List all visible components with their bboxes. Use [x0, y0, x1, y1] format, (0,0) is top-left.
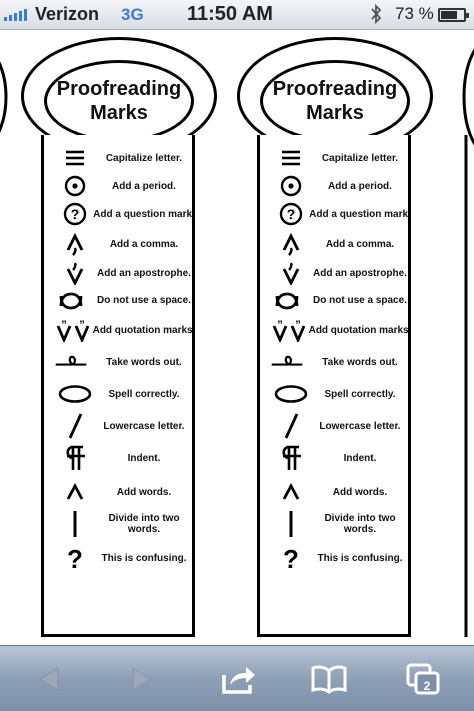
- proofreading-mark-label: Do not use a space.: [313, 294, 407, 306]
- proofreading-mark-label: Add an apostrophe.: [97, 267, 191, 279]
- svg-text:?: ?: [70, 206, 80, 222]
- proofreading-mark-label: Lowercase letter.: [319, 420, 401, 432]
- proofreading-mark-label: Capitalize letter.: [321, 152, 399, 164]
- proofreading-mark-label: This is confusing.: [317, 552, 403, 564]
- bookmark-header-inner-oval: [260, 60, 410, 142]
- proofreading-mark-row: [260, 258, 414, 288]
- proofreading-mark-label: Take words out.: [322, 356, 398, 368]
- proofreading-mark-label: Do not use a space.: [97, 294, 191, 306]
- bookmark-body: [257, 135, 411, 637]
- web-content[interactable]: [0, 31, 474, 645]
- proofreading-mark-row: [44, 199, 198, 229]
- caret-apostrophe-icon: [274, 258, 308, 288]
- proofreading-mark-row: [44, 258, 198, 288]
- proofreading-mark-label: Spell correctly.: [324, 388, 396, 400]
- proofreading-mark-label: This is confusing.: [101, 552, 187, 564]
- bookmark-title-line2: Marks: [90, 102, 148, 124]
- proofreading-mark-label: Divide into two words.: [108, 513, 180, 535]
- partial-bookmark-left: [0, 31, 10, 645]
- bookmark-title-line2: Marks: [306, 102, 364, 124]
- proofreading-mark-label: Add words.: [332, 486, 388, 498]
- proofreading-mark-label: Divide into two words.: [324, 513, 396, 535]
- proofreading-mark-label: Add quotation marks.: [92, 324, 196, 336]
- proofreading-mark-row: [44, 543, 198, 573]
- caret-icon: [274, 477, 308, 507]
- proofreading-mark-row: [44, 315, 198, 345]
- proofreading-mark-label: Take words out.: [106, 356, 182, 368]
- circled-dot-icon: [274, 171, 308, 201]
- proofreading-mark-row: [44, 379, 198, 409]
- triple-underline-icon: [274, 143, 308, 173]
- svg-text:”: ”: [277, 319, 283, 331]
- proofreading-bookmark: [21, 31, 217, 645]
- proofreading-bookmark: [237, 31, 433, 645]
- quote-carets-icon: [272, 315, 306, 345]
- proofreading-mark-row: [260, 143, 414, 173]
- bookmark-title-line1: Proofreading: [272, 78, 398, 100]
- quote-carets-icon: [56, 315, 90, 345]
- carrier-name: Verizon: [35, 4, 100, 24]
- proofreading-mark-label: Lowercase letter.: [103, 420, 185, 432]
- circled-question-icon: [274, 199, 308, 229]
- paragraph-icon: [58, 443, 92, 473]
- proofreading-mark-label: Add quotation marks.: [308, 324, 412, 336]
- caret-comma-icon: [274, 229, 308, 259]
- vertical-line-icon: [274, 509, 308, 539]
- share-button[interactable]: [216, 660, 262, 698]
- proofreading-mark-label: Add a comma.: [109, 238, 179, 250]
- svg-text:?: ?: [67, 545, 83, 571]
- proofreading-mark-label: Indent.: [343, 452, 377, 464]
- proofreading-mark-row: [44, 509, 198, 539]
- delete-loop-icon: [270, 347, 304, 377]
- proofreading-mark-row: [260, 347, 414, 377]
- close-up-icon: [270, 285, 304, 315]
- question-icon: [58, 543, 92, 573]
- caret-comma-icon: [58, 229, 92, 259]
- slash-icon: [58, 411, 92, 441]
- proofreading-mark-row: [260, 443, 414, 473]
- paragraph-icon: [274, 443, 308, 473]
- svg-text:”: ”: [61, 319, 67, 331]
- back-button[interactable]: [26, 660, 72, 698]
- proofreading-mark-row: [260, 199, 414, 229]
- proofreading-mark-row: [44, 347, 198, 377]
- question-icon: [274, 543, 308, 573]
- battery-fill: [441, 11, 457, 19]
- network-type: 3G: [121, 5, 144, 24]
- proofreading-mark-row: [260, 379, 414, 409]
- bookmark-header-inner-oval: [44, 60, 194, 142]
- oval-icon: [274, 379, 308, 409]
- proofreading-mark-label: Add a question mark.: [93, 208, 195, 220]
- close-up-icon: [54, 285, 88, 315]
- delete-loop-icon: [54, 347, 88, 377]
- proofreading-mark-label: Add a period.: [328, 180, 392, 192]
- proofreading-mark-label: Indent.: [127, 452, 161, 464]
- proofreading-mark-label: Add a question mark.: [309, 208, 411, 220]
- back-arrow-icon: [36, 665, 62, 693]
- caret-apostrophe-icon: [58, 258, 92, 288]
- proofreading-mark-row: [44, 229, 198, 259]
- forward-arrow-icon: [129, 665, 155, 693]
- proofreading-mark-row: [260, 543, 414, 573]
- svg-text:”: ”: [295, 319, 301, 331]
- triple-underline-icon: [58, 143, 92, 173]
- circled-dot-icon: [58, 171, 92, 201]
- proofreading-mark-row: [44, 143, 198, 173]
- tabs-count: 2: [423, 679, 431, 693]
- proofreading-mark-row: [44, 477, 198, 507]
- proofreading-mark-row: [260, 171, 414, 201]
- bookmark-body: [41, 135, 195, 637]
- proofreading-mark-row: [260, 411, 414, 441]
- svg-text:?: ?: [286, 206, 296, 222]
- bookmarks-button[interactable]: [306, 660, 352, 698]
- proofreading-mark-label: Add a comma.: [325, 238, 395, 250]
- browser-toolbar: [0, 645, 474, 711]
- oval-icon: [58, 379, 92, 409]
- proofreading-mark-row: [44, 443, 198, 473]
- signal-strength-icon: [4, 9, 27, 21]
- bluetooth-icon: [369, 3, 383, 25]
- proofreading-mark-label: Add words.: [116, 486, 172, 498]
- proofreading-mark-row: [44, 171, 198, 201]
- circled-question-icon: [58, 199, 92, 229]
- svg-text:”: ”: [79, 319, 85, 331]
- caret-icon: [58, 477, 92, 507]
- proofreading-mark-label: Capitalize letter.: [105, 152, 183, 164]
- book-icon: [309, 664, 349, 694]
- clock: 11:50 AM: [187, 3, 273, 25]
- proofreading-mark-row: [44, 411, 198, 441]
- battery-percent: 73 %: [395, 4, 434, 23]
- proofreading-mark-row: [260, 229, 414, 259]
- svg-text:?: ?: [283, 545, 299, 571]
- status-bar: [0, 0, 474, 30]
- bookmark-title-line1: Proofreading: [56, 78, 182, 100]
- slash-icon: [274, 411, 308, 441]
- partial-bookmark-right: [462, 31, 474, 645]
- proofreading-mark-row: [260, 477, 414, 507]
- proofreading-mark-row: [260, 285, 414, 315]
- proofreading-mark-row: [260, 509, 414, 539]
- proofreading-mark-row: [260, 315, 414, 345]
- proofreading-mark-row: [44, 285, 198, 315]
- battery-icon: [438, 8, 466, 22]
- proofreading-mark-label: Spell correctly.: [108, 388, 180, 400]
- proofreading-mark-label: Add an apostrophe.: [313, 267, 407, 279]
- share-icon: [220, 663, 258, 695]
- vertical-line-icon: [58, 509, 92, 539]
- proofreading-mark-label: Add a period.: [112, 180, 176, 192]
- forward-button[interactable]: [119, 660, 165, 698]
